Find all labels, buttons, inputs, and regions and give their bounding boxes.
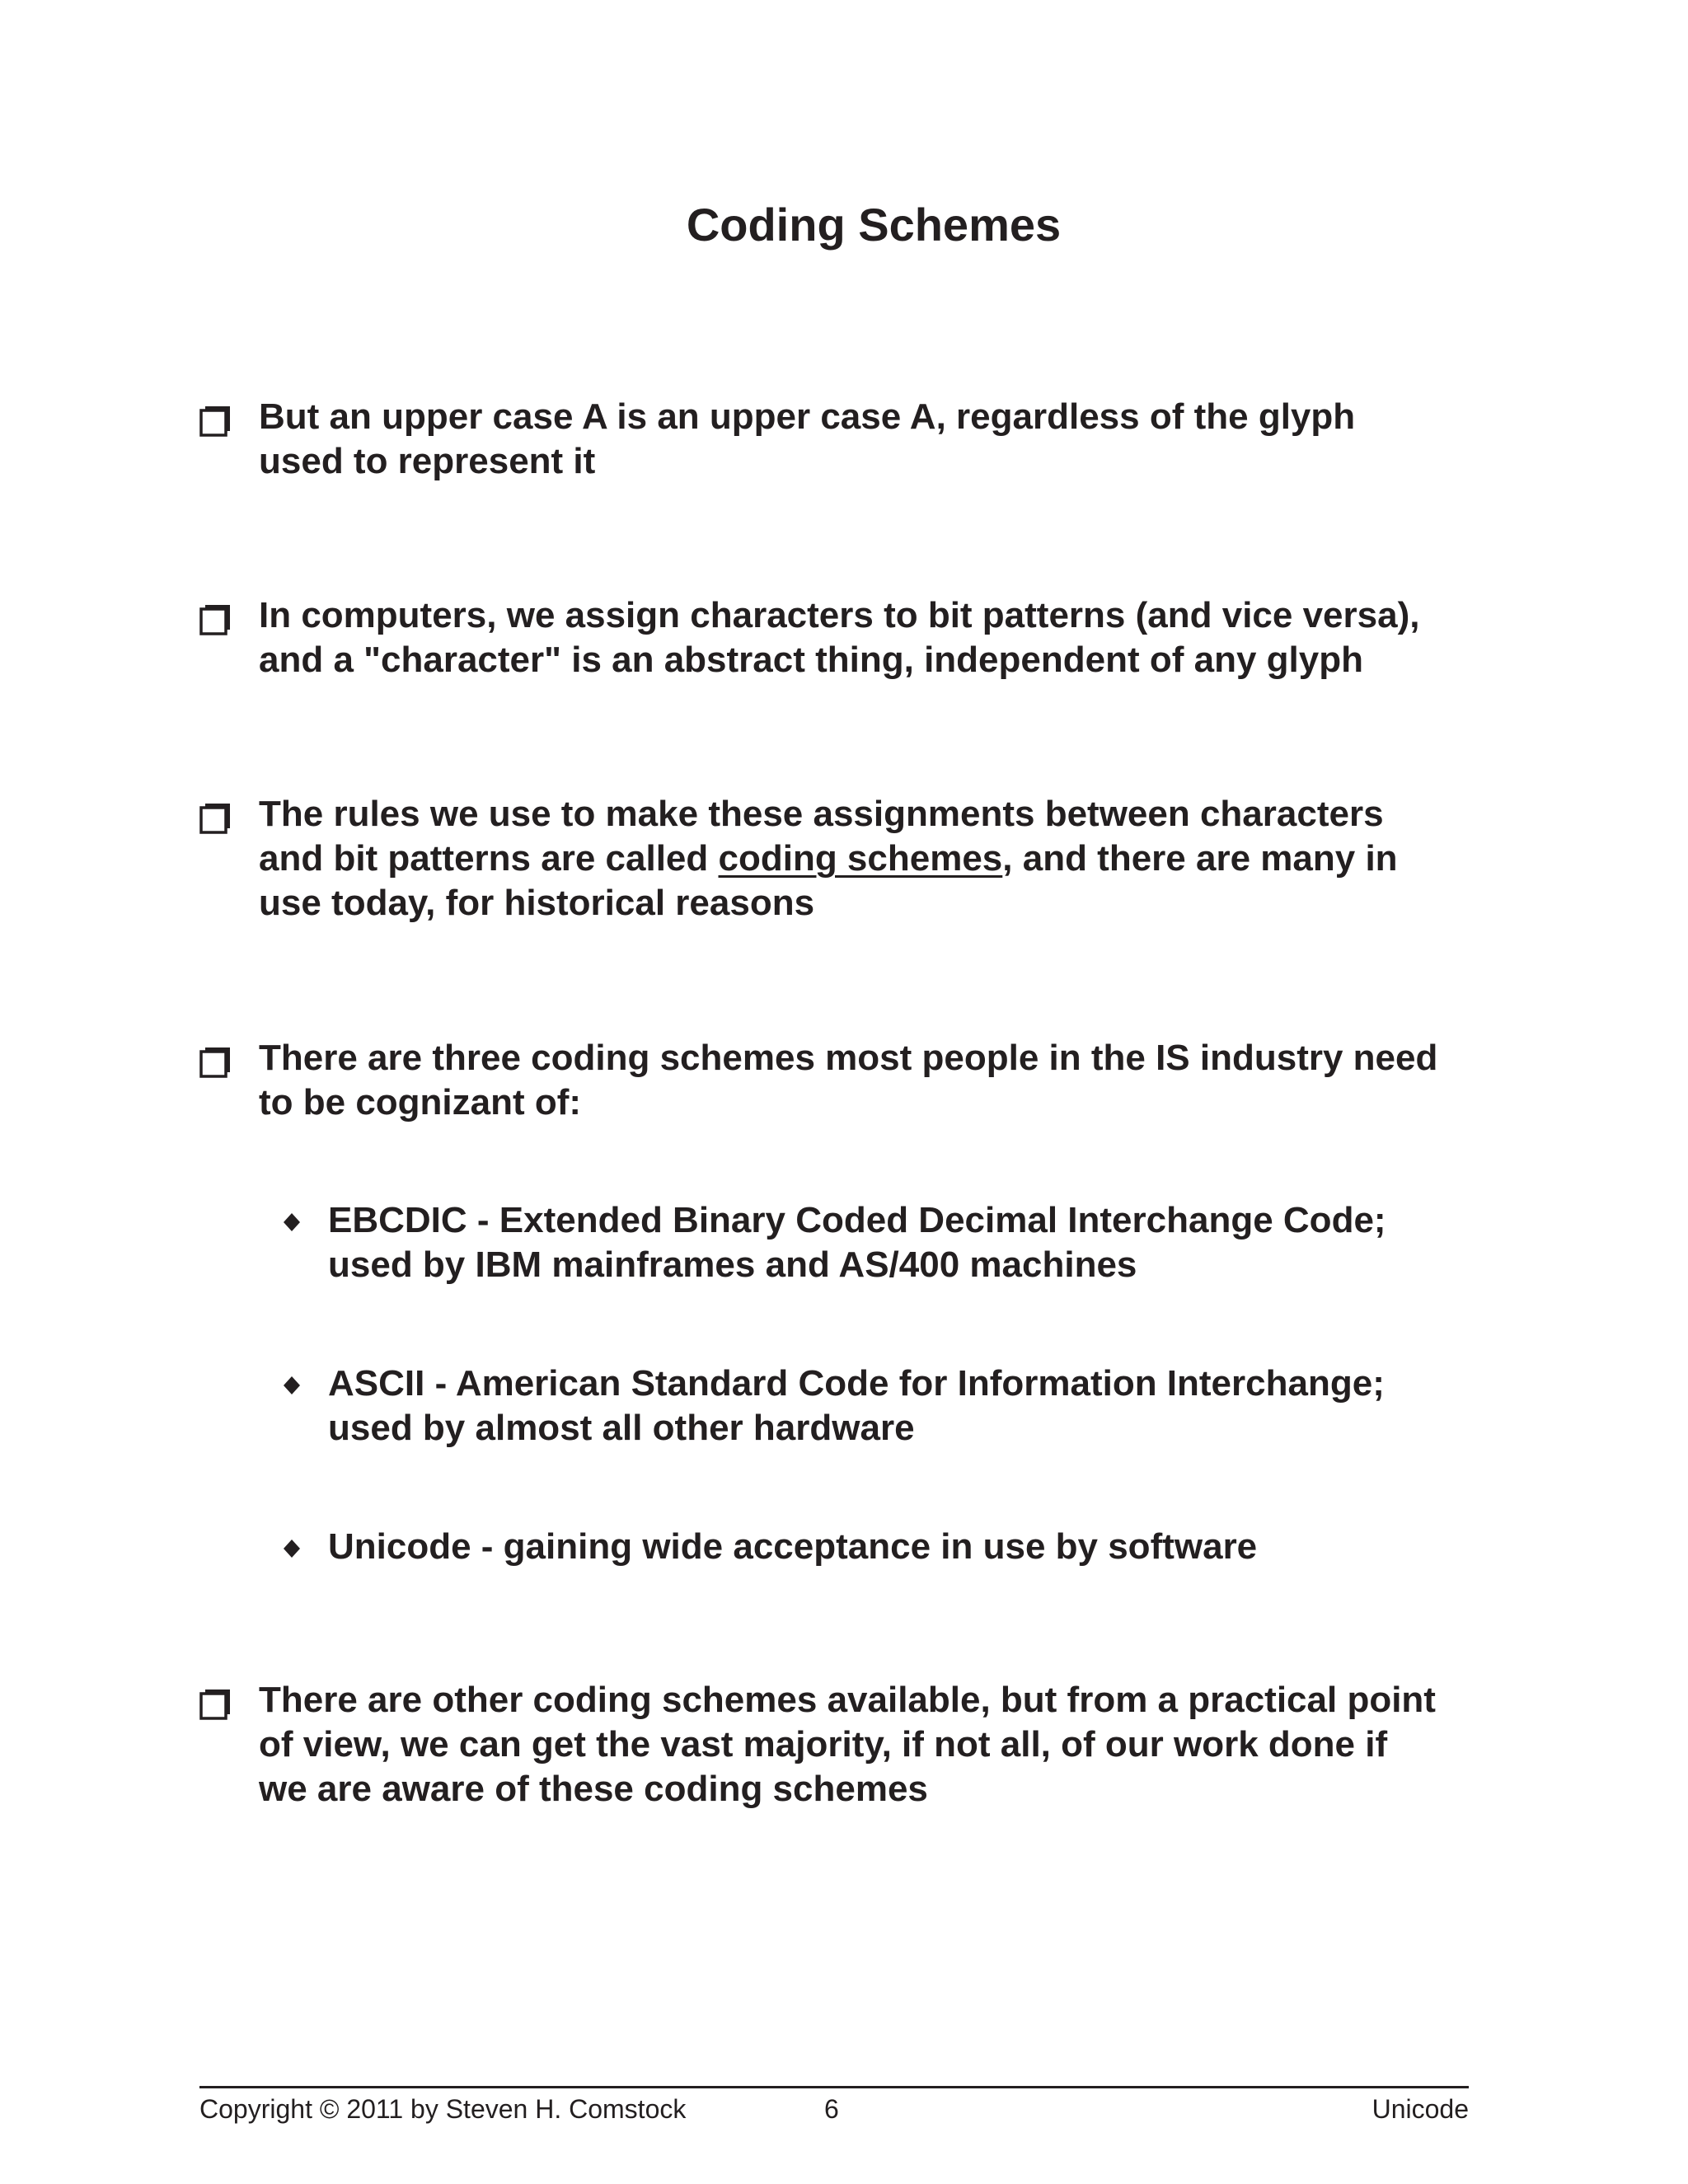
footer-topic: Unicode (1372, 2094, 1469, 2124)
text-line: use today, for historical reasons (259, 883, 815, 923)
checkbox-square-icon (199, 1687, 232, 1720)
checkbox-square-icon (199, 404, 232, 437)
text-line: used by almost all other hardware (328, 1408, 915, 1448)
text-line: There are other coding schemes available, but from a practical point (259, 1680, 1436, 1720)
bullet-text (259, 792, 1561, 926)
bullet-text (259, 593, 1561, 682)
text-segment: and bit patterns are called (259, 838, 719, 879)
text-line: we are aware of these coding schemes (259, 1769, 928, 1809)
text-line: The rules we use to make these assignments between characters (259, 794, 1384, 834)
checkbox-square-icon (199, 602, 232, 635)
checkbox-square-icon (199, 801, 232, 834)
text-line: EBCDIC - Extended Binary Coded Decimal Interchange Code; (328, 1200, 1386, 1240)
page-title: Coding Schemes (686, 199, 1062, 251)
bullet-text (259, 1036, 1561, 1125)
diamond-bullet-icon (282, 1376, 302, 1395)
text-line: In computers, we assign characters to bit patterns (and vice versa), (259, 595, 1420, 635)
text-line: Unicode - gaining wide acceptance in use by software (328, 1526, 1258, 1567)
text-line: used to represent it (259, 441, 596, 481)
text-line: used by IBM mainframes and AS/400 machines (328, 1244, 1137, 1285)
bullet-text (259, 395, 1561, 484)
text-line: But an upper case A is an upper case A, regardless of the glyph (259, 396, 1356, 437)
text-segment: , and there are many in (1002, 838, 1398, 879)
checkbox-square-icon (199, 1045, 232, 1078)
footer-copyright: Copyright © 2011 by Steven H. Comstock (199, 2094, 687, 2124)
coding-schemes-term: coding schemes (718, 838, 1003, 879)
sub-bullet-text (328, 1198, 1523, 1287)
text-line: of view, we can get the vast majority, if not all, of our work done if (259, 1724, 1388, 1765)
diamond-bullet-icon (282, 1212, 302, 1232)
text-line: ASCII - American Standard Code for Information Interchange; (328, 1363, 1385, 1404)
footer-page-number: 6 (824, 2094, 839, 2124)
diamond-bullet-icon (282, 1539, 302, 1558)
sub-bullet-text (328, 1361, 1523, 1451)
text-line (259, 837, 1561, 881)
text-line: and a "character" is an abstract thing, independent of any glyph (259, 640, 1363, 680)
text-line: There are three coding schemes most people in the IS industry need (259, 1038, 1438, 1078)
bullet-text (259, 1678, 1561, 1811)
footer-rule (199, 2086, 1469, 2088)
sub-bullet-text (328, 1525, 1523, 1569)
text-line: to be cognizant of: (259, 1082, 582, 1122)
